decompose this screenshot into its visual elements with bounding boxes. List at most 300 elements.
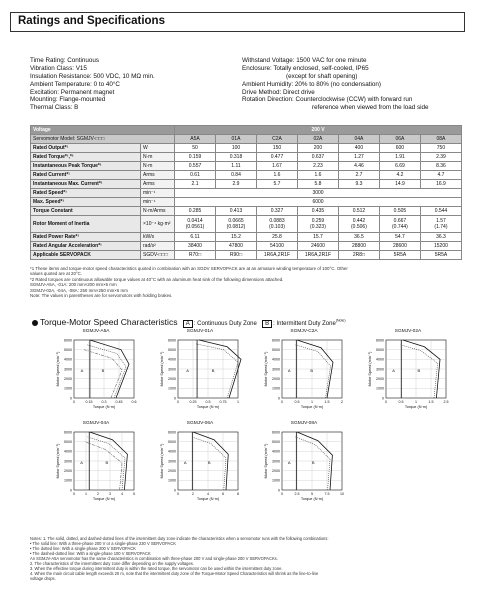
y-tick-label: 1000 <box>64 478 72 483</box>
chart-title: SGMJV-C2A <box>290 329 318 334</box>
cell-value: 4.2 <box>379 171 420 180</box>
spec-mounting: Mounting: Flange-mounted <box>30 96 106 104</box>
row-unit: ×10⁻⁴ kg·m² <box>141 216 175 233</box>
page-title: Ratings and Specifications <box>18 15 165 27</box>
y-tick-label: 5000 <box>64 347 72 352</box>
row-label: Rated Speed*¹ <box>31 189 141 198</box>
cell-value: 0.0883 (0.103) <box>256 216 297 233</box>
voltage-label: Voltage <box>31 126 175 135</box>
model-header: 06A <box>379 135 420 144</box>
table-notes <box>30 266 460 298</box>
spec-enclosure-note: (except for shaft opening) <box>286 72 358 80</box>
table-row <box>31 135 462 144</box>
cell-value: 0.285 <box>175 207 216 216</box>
y-axis-label: Motor Speed (min⁻¹) <box>56 443 60 479</box>
y-tick-label: 2000 <box>168 468 176 473</box>
y-tick-label: 0 <box>174 488 176 493</box>
cell-value: 0.505 <box>379 207 420 216</box>
cell-value: 4.7 <box>420 171 461 180</box>
model-header: 02A <box>297 135 338 144</box>
cell-value: 1.91 <box>379 153 420 162</box>
x-tick-label: 2 <box>192 492 194 496</box>
x-axis-label: Torque (N·m) <box>92 405 116 409</box>
row-unit: N·m <box>141 153 175 162</box>
specs-right <box>242 57 429 112</box>
y-axis-label: Motor Speed (min⁻¹) <box>368 351 372 387</box>
cell-value: 25.8 <box>256 233 297 242</box>
y-tick-label: 6000 <box>168 430 176 435</box>
cell-value: 1.57 (1.74) <box>420 216 461 233</box>
footnote-line: 3. When the effective torque during intermittent duty is within the rated torque, the servomotor can be used within the intermittent duty zone. <box>30 566 283 571</box>
y-axis-label: Motor Speed (min⁻¹) <box>56 351 60 387</box>
cell-value: 2R8□ <box>338 251 379 260</box>
y-tick-label: 2000 <box>376 376 384 381</box>
x-tick-label: 6 <box>222 492 224 496</box>
cell-value: 0.0414 (0.0561) <box>175 216 216 233</box>
cell-value: 0.637 <box>297 153 338 162</box>
title-bar <box>10 12 465 32</box>
cell-value: 1.6 <box>256 171 297 180</box>
table-row <box>31 189 462 198</box>
cell-value: 400 <box>338 144 379 153</box>
section-heading <box>32 317 346 328</box>
x-axis-label: Torque (N·m) <box>300 405 324 409</box>
y-tick-label: 4000 <box>64 449 72 454</box>
x-tick-label: 2.5 <box>294 492 300 496</box>
x-tick-label: 2 <box>341 400 343 404</box>
chart-sgmjv-04a <box>46 421 146 521</box>
cell-value: 0.544 <box>420 207 461 216</box>
row-label: Rotor Moment of Inertia <box>31 216 141 233</box>
x-tick-label: 0.5 <box>294 400 300 404</box>
x-tick-label: 5 <box>133 492 135 496</box>
table-row <box>31 216 462 233</box>
series-line <box>87 345 126 398</box>
table-row <box>31 144 462 153</box>
y-tick-label: 5000 <box>64 439 72 444</box>
x-tick-label: 8 <box>237 492 239 496</box>
spec-withstand-voltage: Withstand Voltage: 1500 VAC for one minute <box>242 57 367 64</box>
y-tick-label: 5000 <box>376 347 384 352</box>
zone-b-box: B <box>262 320 272 328</box>
model-header: A5A <box>175 135 216 144</box>
zone-b-label: B <box>207 459 211 465</box>
cell-value: 1R6A,2R1F <box>256 251 297 260</box>
cell-value: 0.435 <box>297 207 338 216</box>
x-axis-label: Torque (N·m) <box>300 497 324 501</box>
cell-value: 16.9 <box>420 180 461 189</box>
x-tick-label: 4 <box>207 492 209 496</box>
chart-title: SGMJV-08A <box>290 421 318 426</box>
zone-a-label: A <box>186 367 189 373</box>
table-row <box>31 153 462 162</box>
x-tick-label: 0 <box>281 492 283 496</box>
row-label: Instantaneous Max. Current*¹ <box>31 180 141 189</box>
note-line: values quoted are at 20°C. <box>30 271 83 277</box>
zone-b-label: B <box>211 367 215 373</box>
chart-svg <box>254 428 354 520</box>
cell-value: 1.27 <box>338 153 379 162</box>
y-tick-label: 2000 <box>168 376 176 381</box>
x-tick-label: 1 <box>85 492 87 496</box>
series-line <box>85 442 122 490</box>
cell-value: 5R5A <box>420 251 461 260</box>
zone-b-note: (Note) <box>335 318 346 323</box>
cell-value: 4.46 <box>338 162 379 171</box>
y-tick-label: 2000 <box>64 468 72 473</box>
row-label: Rated Torque*¹,*² <box>31 153 141 162</box>
chart-svg <box>150 336 250 428</box>
chart-svg <box>46 336 146 428</box>
y-tick-label: 1000 <box>64 386 72 391</box>
y-tick-label: 3000 <box>168 459 176 464</box>
x-tick-label: 2.5 <box>443 400 449 404</box>
model-header: C2A <box>256 135 297 144</box>
row-unit: min⁻¹ <box>141 189 175 198</box>
cell-value: 2.9 <box>216 180 257 189</box>
chart-svg <box>150 428 250 520</box>
row-label: Torque Constant <box>31 207 141 216</box>
cell-value: 1R6A,2R1F <box>297 251 338 260</box>
x-tick-label: 0 <box>73 400 75 404</box>
chart-sgmjv-01a <box>150 329 250 429</box>
y-tick-label: 6000 <box>272 430 280 435</box>
footnote-line: • The solid line: With a three-phase 200 V or a single-phase 230 V SERVOPACK <box>30 541 176 546</box>
chart-svg <box>358 336 458 428</box>
x-axis-label: Torque (N·m) <box>196 405 220 409</box>
row-label: Rated Output*¹ <box>31 144 141 153</box>
y-tick-label: 0 <box>70 488 72 493</box>
x-tick-label: 10 <box>340 492 344 496</box>
footnote-line: An SGMJV-A5A servomotor has the same characteristics in combination with three-phase 200 V and single-phase 200 V SERVOPACKs. <box>30 556 278 561</box>
model-header: 01A <box>216 135 257 144</box>
y-tick-label: 0 <box>70 396 72 401</box>
voltage-value: 200 V <box>175 126 462 135</box>
cell-value: 38400 <box>175 242 216 251</box>
zone-b-label: : Intermittent Duty Zone <box>273 321 336 327</box>
footnote-line: Notes: 1. The solid, dotted, and dashed-dotted lines of the intermittent duty zone indicate the characteristics when a servomotor runs with the following combinations: <box>30 536 329 541</box>
spec-rotation-direction: Rotation Direction: Counterclockwise (CCW) with forward run <box>242 96 413 104</box>
y-tick-label: 4000 <box>168 357 176 362</box>
chart-title: SGMJV-04A <box>82 421 110 426</box>
note-line: *2 Rated torques are continuous allowable torque values at 40°C with an aluminum heat sink of the following dimensions attached. <box>30 276 284 282</box>
x-tick-label: 0 <box>177 400 179 404</box>
chart-title: SGMJV-A5A <box>82 329 110 334</box>
y-tick-label: 5000 <box>168 439 176 444</box>
x-tick-label: 3 <box>109 492 111 496</box>
footnote-line: • The dashed-dotted line: With a single-phase 100 V SERVOPACK <box>30 551 151 556</box>
table-row <box>31 171 462 180</box>
y-tick-label: 3000 <box>64 459 72 464</box>
row-unit: min⁻¹ <box>141 198 175 207</box>
spec-table <box>30 125 462 260</box>
chart-sgmjv-02a <box>358 329 458 429</box>
model-header: 04A <box>338 135 379 144</box>
zone-a-label: A <box>287 459 291 465</box>
chart-svg <box>46 428 146 520</box>
y-tick-label: 4000 <box>376 357 384 362</box>
y-tick-label: 6000 <box>64 430 72 435</box>
zone-b-label: B <box>311 459 315 465</box>
cell-value: 9.3 <box>338 180 379 189</box>
y-tick-label: 6000 <box>376 338 384 343</box>
x-axis-label: Torque (N·m) <box>404 405 428 409</box>
row-unit: rad/s² <box>141 242 175 251</box>
cell-value: 8.36 <box>420 162 461 171</box>
cell-value: 28800 <box>338 242 379 251</box>
y-tick-label: 0 <box>278 488 280 493</box>
cell-value: 0.327 <box>256 207 297 216</box>
cell-value: 2.23 <box>297 162 338 171</box>
y-tick-label: 1000 <box>272 478 280 483</box>
cell-value: 0.84 <box>216 171 257 180</box>
cell-value: 15200 <box>420 242 461 251</box>
x-tick-label: 0.25 <box>189 400 197 404</box>
y-tick-label: 0 <box>174 396 176 401</box>
chart-sgmjv-06a <box>150 421 250 521</box>
cell-value: 0.318 <box>216 153 257 162</box>
cell-value: 0.61 <box>175 171 216 180</box>
chart-title: SGMJV-01A <box>186 329 214 334</box>
table-row <box>31 242 462 251</box>
cell-value: 2.1 <box>175 180 216 189</box>
cell-value: 6000 <box>175 198 462 207</box>
footnote-line: voltage drops. <box>30 576 56 581</box>
chart-sgmjv-a5a <box>46 329 146 429</box>
table-row <box>31 251 462 260</box>
model-header: 08A <box>420 135 461 144</box>
x-tick-label: 0.5 <box>398 400 404 404</box>
cell-value: 15.2 <box>216 233 257 242</box>
section-title: Torque-Motor Speed Characteristics <box>40 317 178 327</box>
note-line: Note: The values in parentheses are for servomotors with holding brakes. <box>30 293 173 299</box>
y-tick-label: 6000 <box>168 338 176 343</box>
x-tick-label: 0.5 <box>205 400 211 404</box>
y-tick-label: 2000 <box>272 468 280 473</box>
spec-ambient-humidity: Ambient Humidity: 20% to 80% (no condensation) <box>242 80 381 88</box>
row-label: Applicable SERVOPACK <box>31 251 141 260</box>
cell-value: 0.159 <box>175 153 216 162</box>
y-tick-label: 1000 <box>168 386 176 391</box>
cell-value: 54.7 <box>379 233 420 242</box>
x-tick-label: 4 <box>121 492 123 496</box>
cell-value: 54100 <box>256 242 297 251</box>
y-tick-label: 0 <box>382 396 384 401</box>
x-tick-label: 0.6 <box>131 400 137 404</box>
table-row <box>31 233 462 242</box>
x-tick-label: 0.15 <box>85 400 93 404</box>
x-tick-label: 0.3 <box>101 400 107 404</box>
zone-b-label: B <box>101 367 105 373</box>
footnote-line: • The dotted line: With a single-phase 200 V SERVOPACK <box>30 546 136 551</box>
cell-value: 600 <box>379 144 420 153</box>
row-label: Instantaneous Peak Torque*¹ <box>31 162 141 171</box>
row-unit: kW/s <box>141 233 175 242</box>
cell-value: 14.9 <box>379 180 420 189</box>
cell-value: 28600 <box>379 242 420 251</box>
x-tick-label: 1 <box>415 400 417 404</box>
row-unit: Arms <box>141 171 175 180</box>
x-tick-label: 1 <box>237 400 239 404</box>
y-tick-label: 6000 <box>272 338 280 343</box>
y-axis-label: Motor Speed (min⁻¹) <box>160 443 164 479</box>
zone-b-label: B <box>417 367 421 373</box>
cell-value: 1.6 <box>297 171 338 180</box>
x-tick-label: 0 <box>177 492 179 496</box>
x-axis-label: Torque (N·m) <box>92 497 116 501</box>
cell-value: 200 <box>297 144 338 153</box>
row-label: Rated Power Rate*¹ <box>31 233 141 242</box>
y-tick-label: 5000 <box>272 439 280 444</box>
cell-value: 0.442 (0.506) <box>338 216 379 233</box>
y-tick-label: 3000 <box>168 367 176 372</box>
y-axis-label: Motor Speed (min⁻¹) <box>160 351 164 387</box>
row-label: Rated Angular Acceleration*¹ <box>31 242 141 251</box>
cell-value: 3000 <box>175 189 462 198</box>
spec-vibration-class: Vibration Class: V15 <box>30 64 87 72</box>
table-row <box>31 162 462 171</box>
table-row <box>31 180 462 189</box>
cell-value: 2.7 <box>338 171 379 180</box>
y-tick-label: 3000 <box>272 459 280 464</box>
zone-a-label: A <box>392 367 395 373</box>
cell-value: 24600 <box>297 242 338 251</box>
chart-sgmjv-08a <box>254 421 354 521</box>
y-tick-label: 4000 <box>64 357 72 362</box>
cell-value: 1.67 <box>256 162 297 171</box>
table-row <box>31 126 462 135</box>
cell-value: 36.3 <box>420 233 461 242</box>
spec-enclosure: Enclosure: Totally enclosed, self-cooled, IP65 <box>242 64 369 72</box>
zone-b-label: B <box>310 367 313 373</box>
zone-a-box: A <box>183 320 193 328</box>
y-tick-label: 2000 <box>272 376 280 381</box>
x-axis-label: Torque (N·m) <box>196 497 220 501</box>
cell-value: R70□ <box>175 251 216 260</box>
row-unit: W <box>141 144 175 153</box>
cell-value: 5.8 <box>297 180 338 189</box>
cell-value: 0.667 (0.744) <box>379 216 420 233</box>
row-unit: Arms <box>141 180 175 189</box>
spec-drive-method: Drive Method: Direct drive <box>242 88 315 96</box>
cell-value: 47800 <box>216 242 257 251</box>
y-axis-label: Motor Speed (min⁻¹) <box>264 443 268 479</box>
cell-value: R90□ <box>216 251 257 260</box>
y-tick-label: 5000 <box>168 347 176 352</box>
cell-value: 0.477 <box>256 153 297 162</box>
note-line: SGMJV-02A, -04A, -08A: 250 mm×250 mm×6 mm <box>30 287 128 293</box>
row-unit: SGDV-□□□ <box>141 251 175 260</box>
cell-value: 150 <box>256 144 297 153</box>
cell-value: 50 <box>175 144 216 153</box>
y-tick-label: 4000 <box>272 449 280 454</box>
cell-value: 0.413 <box>216 207 257 216</box>
row-label: Rated Current*¹ <box>31 171 141 180</box>
y-tick-label: 1000 <box>168 478 176 483</box>
zone-a-label: A <box>80 367 84 373</box>
model-label: Servomotor Model: SGMJV-□□□ <box>31 135 175 144</box>
cell-value: 6.11 <box>175 233 216 242</box>
row-unit: N·m <box>141 162 175 171</box>
cell-value: 100 <box>216 144 257 153</box>
spec-time-rating: Time Rating: Continuous <box>30 57 100 64</box>
spec-excitation: Excitation: Permanent magnet <box>30 88 115 96</box>
chart-sgmjv-c2a <box>254 329 354 429</box>
x-tick-label: 1 <box>311 400 313 404</box>
note-line: SGMJV-A5A, -01A: 200 mm×200 mm×6 mm <box>30 282 117 288</box>
row-unit: N·m/Arms <box>141 207 175 216</box>
y-tick-label: 1000 <box>272 386 280 391</box>
cell-value: 6.69 <box>379 162 420 171</box>
cell-value: 0.0665 (0.0812) <box>216 216 257 233</box>
x-tick-label: 0 <box>281 400 283 404</box>
y-tick-label: 4000 <box>272 357 280 362</box>
zone-a-label: A <box>80 459 83 465</box>
y-tick-label: 5000 <box>272 347 280 352</box>
cell-value: 5.7 <box>256 180 297 189</box>
cell-value: 1.11 <box>216 162 257 171</box>
y-tick-label: 0 <box>278 396 280 401</box>
table-row <box>31 198 462 207</box>
footnote-line: 2. The characteristics of the intermittent duty zone differ depending on the supply voltages. <box>30 561 194 566</box>
table-row <box>31 207 462 216</box>
y-tick-label: 1000 <box>376 386 384 391</box>
cell-value: 0.259 (0.323) <box>297 216 338 233</box>
y-tick-label: 4000 <box>168 449 176 454</box>
footnote-line: 4. When the main circuit cable length exceeds 20 m, note that the intermittent duty zone of the Torque-Motor Speed Characteristics will shrink as the line-to-line <box>30 571 319 576</box>
specs-left <box>30 57 155 112</box>
cell-value: 2.39 <box>420 153 461 162</box>
zone-a-label: : Continuous Duty Zone <box>193 321 257 327</box>
x-tick-label: 2 <box>97 492 99 496</box>
spec-rotation-direction-note: reference when viewed from the load side <box>312 104 429 112</box>
cell-value: 5R5A <box>379 251 420 260</box>
y-axis-label: Motor Speed (min⁻¹) <box>264 351 268 387</box>
footnotes <box>30 536 462 581</box>
spec-ambient-temperature: Ambient Temperature: 0 to 40°C <box>30 80 120 88</box>
chart-title: SGMJV-06A <box>186 421 214 426</box>
x-tick-label: 7.5 <box>324 492 330 496</box>
zone-a-label: A <box>287 367 291 373</box>
zone-a-label: A <box>183 459 187 465</box>
x-tick-label: 0.75 <box>219 400 227 404</box>
x-tick-label: 0.45 <box>115 400 123 404</box>
x-tick-label: 5 <box>311 492 313 496</box>
x-tick-label: 1.5 <box>428 400 434 404</box>
zone-b-label: B <box>105 459 109 465</box>
y-tick-label: 3000 <box>376 367 384 372</box>
spec-insulation-resistance: Insulation Resistance: 500 VDC, 10 MΩ min. <box>30 72 155 80</box>
y-tick-label: 6000 <box>64 338 72 343</box>
y-tick-label: 2000 <box>64 376 72 381</box>
spec-thermal-class: Thermal Class: B <box>30 104 79 112</box>
chart-svg <box>254 336 354 428</box>
x-tick-label: 1.5 <box>324 400 330 404</box>
x-tick-label: 0 <box>73 492 75 496</box>
cell-value: 0.512 <box>338 207 379 216</box>
y-tick-label: 3000 <box>272 367 280 372</box>
cell-value: 36.5 <box>338 233 379 242</box>
bullet-icon <box>32 320 38 326</box>
chart-title: SGMJV-02A <box>394 329 422 334</box>
y-tick-label: 3000 <box>64 367 72 372</box>
cell-value: 0.557 <box>175 162 216 171</box>
x-tick-label: 0 <box>385 400 387 404</box>
cell-value: 750 <box>420 144 461 153</box>
row-label: Max. Speed*¹ <box>31 198 141 207</box>
note-line: *1 These items and torque-motor speed characteristics quoted in combination with an SGDV SERVOPACK are at an armature winding temperature of 100°C. Other <box>30 266 348 271</box>
cell-value: 15.7 <box>297 233 338 242</box>
